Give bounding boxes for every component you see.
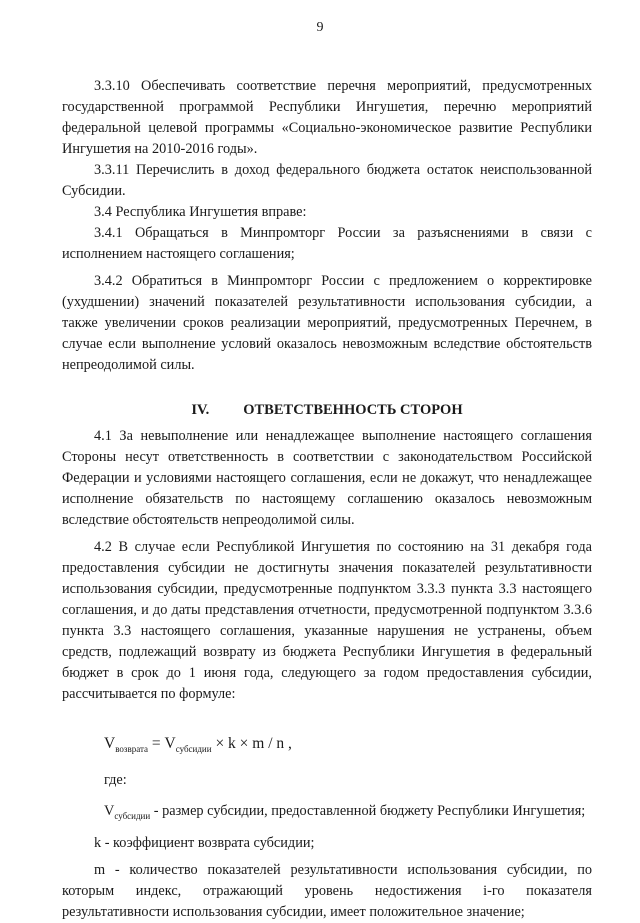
- formula: [104, 733, 592, 760]
- definition-v-text: - размер субсидии, предоставленной бюджету Республики Ингушетия;: [153, 803, 586, 820]
- paragraph-3-4-2: 3.4.2 Обратиться в Минпромторг России с предложением о корректировке (ухудшении) значений показателей результативности использования субсидии, а также увеличении сроков реализации мероприятий, предусмотренных Перечнем, в случае если выполнение условий оказалось невозможным вследствие обстоятельств непреодолимой силы.: [62, 273, 592, 373]
- formula-v-symbol: V: [104, 735, 116, 752]
- definition-v-subscript: субсидии: [114, 810, 151, 821]
- page-number: 9: [316, 20, 324, 35]
- section-number: IV.: [191, 402, 210, 418]
- where-label: где:: [104, 772, 127, 789]
- section-heading: [62, 400, 592, 421]
- definition-v: [62, 801, 592, 827]
- paragraph-3-4-1: 3.4.1 Обращаться в Минпромторг России за разъяснениями в связи с исполнением настоящего соглашения;: [62, 225, 592, 262]
- formula-rest: × k × m / n ,: [215, 735, 292, 752]
- paragraph-3-4: 3.4 Республика Ингушетия вправе:: [94, 204, 307, 220]
- formula-subscript-subsidy: субсидии: [175, 744, 212, 755]
- paragraph-4-1: 4.1 За невыполнение или ненадлежащее выполнение настоящего соглашения Стороны несут ответственность в соответствии с законодательством Российской Федерации и условиями настоящего соглашения, если не докажут, что ненадлежащее исполнение обязательств по настоящему соглашению оказалось невозможным вследствие обстоятельств непреодолимой силы.: [62, 428, 592, 528]
- formula-subscript-return: возврата: [115, 744, 148, 755]
- formula-v-symbol-2: V: [164, 735, 176, 752]
- paragraph-4-2: 4.2 В случае если Республикой Ингушетия по состоянию на 31 декабря года предоставления субсидии не достигнуты значения показателей результативности использования субсидии, предусмотренные подпунктом 3.3.3 пункта 3.3 настоящего соглашения, и до даты представления отчетности, предусмотренной подпунктом 3.3.6 пункта 3.3 настоящего соглашения, указанные нарушения не устранены, объем средств, подлежащий возврату из бюджета Республики Ингушетия в федеральный бюджет в срок до 1 июня года, следующего за годом предоставления субсидии, рассчитывается по формуле:: [62, 539, 592, 702]
- paragraph-3-3-11: 3.3.11 Перечислить в доход федерального бюджета остаток неиспользованной Субсидии.: [62, 162, 592, 199]
- section-title: ОТВЕТСТВЕННОСТЬ СТОРОН: [243, 402, 463, 418]
- formula-equals: =: [151, 735, 161, 752]
- definition-k: k - коэффициент возврата субсидии;: [94, 834, 315, 851]
- definition-v-letter: V: [104, 803, 115, 820]
- document-body: [62, 76, 592, 923]
- definition-v-symbol: [104, 803, 150, 819]
- definition-m: m - количество показателей результативности использования субсидии, по которым индекс, отражающий уровень недостижения i-го показателя результативности использования субсидии, имеет положительное значение;: [62, 861, 592, 920]
- paragraph-3-3-10: 3.3.10 Обеспечивать соответствие перечня мероприятий, предусмотренных государственной программой Республики Ингушетия, перечню мероприятий федеральной целевой программы «Социально-экономическое развитие Республики Ингушетия на 2010-2016 годы».: [62, 78, 592, 157]
